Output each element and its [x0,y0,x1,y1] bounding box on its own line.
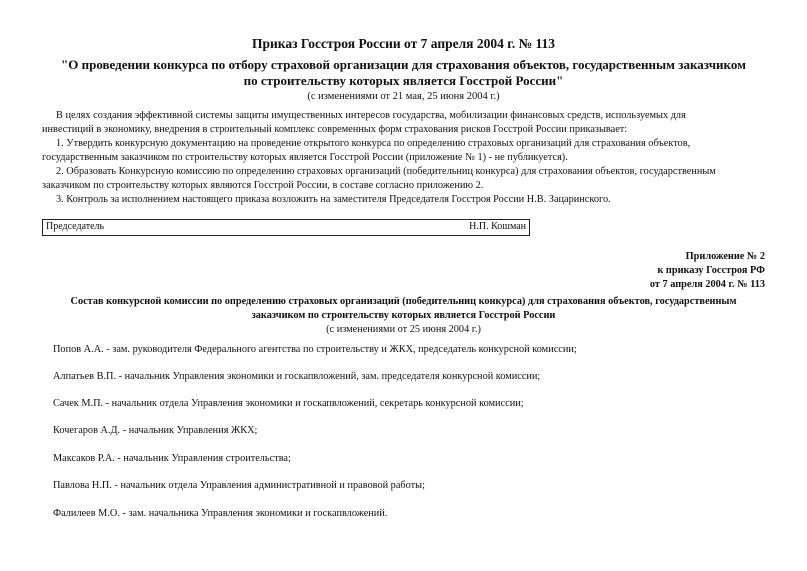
list-item: Максаков Р.А. - начальник Управления строительства; [53,453,291,464]
appendix-reference: к приказу Госстроя РФ [657,265,765,276]
item-2-line-2: заказчиком по строительству которых являются Госстрой России, в составе согласно приложению 2. [42,180,484,191]
list-item: Сачек М.П. - начальник отдела Управления экономики и госкапвложений, секретарь конкурсной комиссии; [53,398,524,409]
appendix-number: Приложение № 2 [685,251,765,262]
commission-title-line-1: Состав конкурсной комиссии по определению страховых организаций (победительниц конкурса) для страхования объектов, государственным [70,296,737,307]
intro-line-2: инвестиций в экономику, внедрения в строительный комплекс современных форм страхования рисков Госстрой России приказывает: [42,124,628,135]
item-1-line-2: государственным заказчиком по строительству которых является Госстрой России (приложение № 1) - не публикуется). [42,152,568,163]
document-subtitle-line-1: "О проведении конкурса по отбору страховой организации для страхования объектов, государственным заказчиком [61,57,746,72]
signature-position: Председатель [46,221,105,232]
list-item: Кочегаров А.Д. - начальник Управления ЖКХ; [53,425,258,436]
list-item: Попов А.А. - зам. руководителя Федерального агентства по строительству и ЖКХ, председатель конкурсной комиссии; [53,344,577,355]
list-item: Алпатьев В.П. - начальник Управления экономики и госкапвложений, зам. председателя конкурсной комиссии; [53,371,541,382]
item-3: 3. Контроль за исполнением настоящего приказа возложить на заместителя Председателя Госстроя России Н.В. Зацаринского. [56,194,611,205]
commission-title-line-2: заказчиком по строительству которых является Госстрой России [251,310,556,321]
commission-amendments: (с изменениями от 25 июня 2004 г.) [326,324,481,335]
signature-name: Н.П. Кошман [469,221,526,232]
document-subtitle-line-2: по строительству которых является Госстрой России" [243,73,564,88]
document-title: Приказ Госстроя России от 7 апреля 2004 г. № 113 [251,36,556,51]
list-item: Фалилеев М.О. - зам. начальника Управления экономики и госкапвложений. [53,508,388,519]
intro-line-1: В целях создания эффективной системы защиты имущественных интересов государства, мобилизации финансовых средств, используемых для [56,110,686,121]
item-2-line-1: 2. Образовать Конкурсную комиссию по определению страховых организаций (победительниц конкурса) для страхования объектов, государственным [56,166,716,177]
list-item: Павлова Н.П. - начальник отдела Управления административной и правовой работы; [53,480,425,491]
item-1-line-1: 1. Утвердить конкурсную документацию на проведение открытого конкурса по определению страховых организаций для страхования объектов, [56,138,691,149]
signature-table [42,219,530,236]
amendments-note: (с изменениями от 21 мая, 25 июня 2004 г.) [307,91,500,102]
appendix-date: от 7 апреля 2004 г. № 113 [649,279,765,290]
